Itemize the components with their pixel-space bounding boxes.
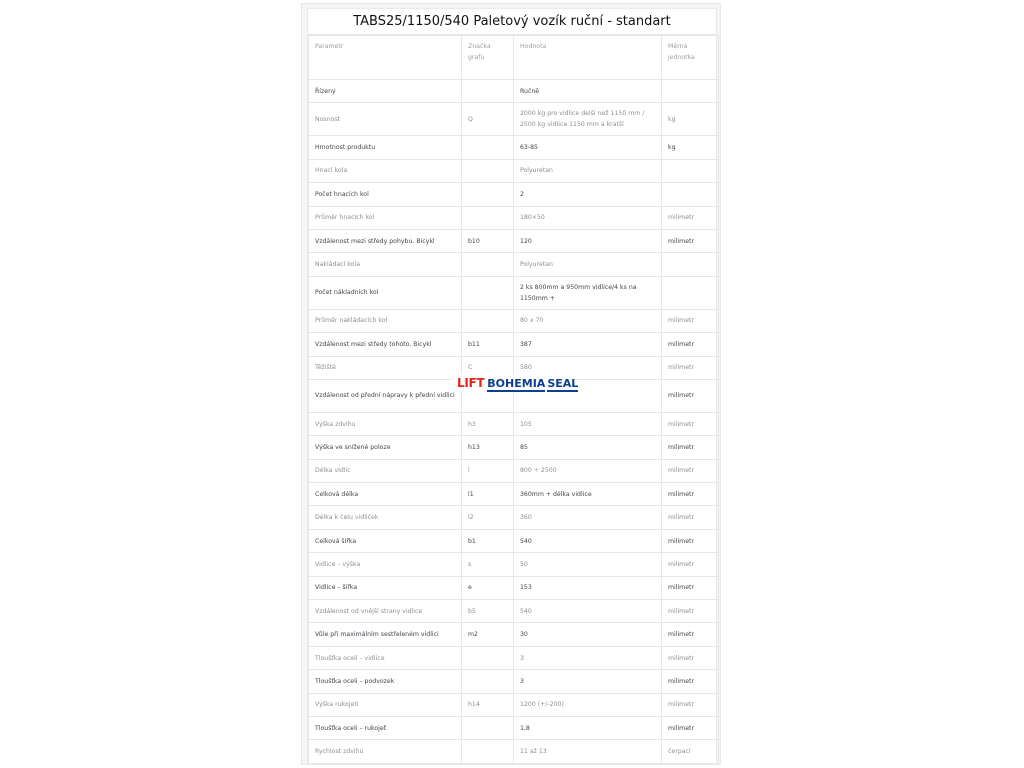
- cell-znacka: [462, 80, 514, 103]
- cell-znacka: s: [462, 553, 514, 576]
- cell-parametr: Řízený: [309, 80, 462, 103]
- cell-parametr: Počet hnacích kol: [309, 183, 462, 206]
- table-row: [309, 436, 719, 459]
- cell-hodnota: 540: [514, 600, 662, 623]
- table-row: [309, 740, 719, 763]
- cell-parametr: Vzdálenost mezi středy pohybu. Bicykl: [309, 229, 462, 252]
- cell-hodnota: 30: [514, 623, 662, 646]
- cell-jednotka: [662, 80, 719, 103]
- cell-parametr: Vidlice – výška: [309, 553, 462, 576]
- cell-parametr: Celková šířka: [309, 529, 462, 552]
- cell-znacka: [462, 159, 514, 182]
- cell-znacka: C: [462, 356, 514, 379]
- table-row: [309, 229, 719, 252]
- cell-hodnota: 800 ÷ 2500: [514, 459, 662, 482]
- table-row: [309, 623, 719, 646]
- cell-jednotka: milimetr: [662, 716, 719, 739]
- cell-jednotka: čerpací: [662, 740, 719, 763]
- cell-parametr: Výška ve snížené poloze: [309, 436, 462, 459]
- cell-jednotka: milimetr: [662, 553, 719, 576]
- cell-hodnota: 1,8: [514, 716, 662, 739]
- logo-lift-text: LIFT: [457, 376, 485, 390]
- cell-hodnota: 120: [514, 229, 662, 252]
- cell-hodnota: 180×50: [514, 206, 662, 229]
- cell-jednotka: milimetr: [662, 356, 719, 379]
- cell-hodnota: 540: [514, 529, 662, 552]
- spec-table: [308, 35, 719, 764]
- header-jednotka: Měrná jednotka: [662, 36, 719, 80]
- cell-parametr: Vzdálenost od vnější strany vidlice: [309, 600, 462, 623]
- cell-znacka: [462, 646, 514, 669]
- table-row: [309, 716, 719, 739]
- cell-parametr: Vidlice – šířka: [309, 576, 462, 599]
- cell-hodnota: Ručně: [514, 80, 662, 103]
- cell-hodnota: 80 x 70: [514, 309, 662, 332]
- cell-znacka: [462, 206, 514, 229]
- cell-parametr: Hnací kola: [309, 159, 462, 182]
- cell-hodnota: 360mm + délka vidlice: [514, 483, 662, 506]
- table-row: [309, 483, 719, 506]
- cell-jednotka: milimetr: [662, 379, 719, 412]
- cell-jednotka: milimetr: [662, 646, 719, 669]
- logo-seal-text: SEAL: [547, 377, 579, 390]
- cell-jednotka: milimetr: [662, 436, 719, 459]
- cell-hodnota: 50: [514, 553, 662, 576]
- cell-znacka: h13: [462, 436, 514, 459]
- cell-jednotka: milimetr: [662, 576, 719, 599]
- cell-znacka: b5: [462, 600, 514, 623]
- table-row: [309, 183, 719, 206]
- cell-jednotka: milimetr: [662, 412, 719, 435]
- table-row: [309, 103, 719, 136]
- cell-znacka: b1: [462, 529, 514, 552]
- cell-jednotka: milimetr: [662, 483, 719, 506]
- table-row: [309, 693, 719, 716]
- cell-znacka: e: [462, 576, 514, 599]
- cell-parametr: Délka k čelu vidliček: [309, 506, 462, 529]
- cell-jednotka: [662, 183, 719, 206]
- cell-parametr: Nakládací kola: [309, 253, 462, 276]
- cell-parametr: Tloušťka oceli – vidlice: [309, 646, 462, 669]
- cell-jednotka: milimetr: [662, 600, 719, 623]
- cell-parametr: Těžiště: [309, 356, 462, 379]
- cell-jednotka: milimetr: [662, 206, 719, 229]
- cell-znacka: [462, 183, 514, 206]
- cell-hodnota: 360: [514, 506, 662, 529]
- cell-jednotka: milimetr: [662, 670, 719, 693]
- cell-znacka: b10: [462, 229, 514, 252]
- cell-jednotka: milimetr: [662, 693, 719, 716]
- cell-hodnota: 2 ks 800mm a 950mm vidlice/4 ks na 1150mm +: [514, 276, 662, 309]
- table-row: [309, 576, 719, 599]
- cell-znacka: l1: [462, 483, 514, 506]
- cell-znacka: [462, 309, 514, 332]
- table-row: [309, 276, 719, 309]
- table-row: [309, 159, 719, 182]
- cell-znacka: m2: [462, 623, 514, 646]
- cell-hodnota: Polyuretan: [514, 253, 662, 276]
- cell-hodnota: 105: [514, 412, 662, 435]
- table-header-row: [309, 36, 719, 80]
- table-row: [309, 309, 719, 332]
- logo-bohemia-text: BOHEMIA: [487, 377, 546, 390]
- table-row: [309, 412, 719, 435]
- cell-jednotka: milimetr: [662, 529, 719, 552]
- cell-znacka: Q: [462, 103, 514, 136]
- table-row: [309, 600, 719, 623]
- table-row: [309, 529, 719, 552]
- cell-jednotka: [662, 159, 719, 182]
- watermark-logo: [452, 374, 579, 392]
- cell-hodnota: 63-85: [514, 136, 662, 159]
- cell-parametr: Tloušťka oceli – podvozek: [309, 670, 462, 693]
- cell-parametr: Hmotnost produktu: [309, 136, 462, 159]
- cell-jednotka: milimetr: [662, 459, 719, 482]
- cell-parametr: Délka vidlic: [309, 459, 462, 482]
- cell-parametr: Počet nákladních kol: [309, 276, 462, 309]
- cell-jednotka: milimetr: [662, 506, 719, 529]
- cell-znacka: l2: [462, 506, 514, 529]
- header-parametr: Parametr: [309, 36, 462, 80]
- cell-znacka: [462, 670, 514, 693]
- cell-jednotka: milimetr: [662, 309, 719, 332]
- cell-hodnota: 85: [514, 436, 662, 459]
- cell-znacka: h3: [462, 412, 514, 435]
- cell-jednotka: [662, 253, 719, 276]
- cell-parametr: Celková délka: [309, 483, 462, 506]
- cell-parametr: Rychlost zdvihu: [309, 740, 462, 763]
- cell-parametr: Průměr hnacích kol: [309, 206, 462, 229]
- table-row: [309, 333, 719, 356]
- header-znacka: Značka grafu: [462, 36, 514, 80]
- cell-hodnota: 11 až 13: [514, 740, 662, 763]
- cell-hodnota: 580: [514, 356, 662, 379]
- cell-hodnota: 3: [514, 646, 662, 669]
- table-row: [309, 136, 719, 159]
- table-row: [309, 206, 719, 229]
- cell-znacka: [462, 740, 514, 763]
- cell-znacka: [462, 716, 514, 739]
- cell-hodnota: 2: [514, 183, 662, 206]
- table-row: [309, 80, 719, 103]
- cell-jednotka: kg: [662, 103, 719, 136]
- cell-znacka: l: [462, 459, 514, 482]
- cell-parametr: Výška rukojeti: [309, 693, 462, 716]
- cell-parametr: Výška zdvihu: [309, 412, 462, 435]
- cell-hodnota: 2000 kg pro vidlice delší než 1150 mm / 2500 kg vidlica 1150 mm a kratší: [514, 103, 662, 136]
- cell-jednotka: milimetr: [662, 333, 719, 356]
- cell-hodnota: Polyuretan: [514, 159, 662, 182]
- cell-parametr: Průměr nakládacích kol: [309, 309, 462, 332]
- table-row: [309, 670, 719, 693]
- table-row: [309, 253, 719, 276]
- cell-jednotka: milimetr: [662, 229, 719, 252]
- table-row: [309, 553, 719, 576]
- cell-znacka: [462, 276, 514, 309]
- cell-parametr: Tloušťka oceli – rukojeť: [309, 716, 462, 739]
- table-row: [309, 646, 719, 669]
- cell-hodnota: 3: [514, 670, 662, 693]
- cell-jednotka: [662, 276, 719, 309]
- table-row: [309, 506, 719, 529]
- cell-znacka: b11: [462, 333, 514, 356]
- cell-parametr: Nosnost: [309, 103, 462, 136]
- cell-parametr: Vzdálenost od přední nápravy k přední vidlici: [309, 379, 462, 412]
- header-hodnota: Hodnota: [514, 36, 662, 80]
- cell-hodnota: 153: [514, 576, 662, 599]
- page-title: TABS25/1150/540 Paletový vozík ruční - standart: [308, 9, 716, 35]
- table-row: [309, 459, 719, 482]
- cell-znacka: [462, 253, 514, 276]
- cell-hodnota: 387: [514, 333, 662, 356]
- cell-jednotka: kg: [662, 136, 719, 159]
- cell-jednotka: milimetr: [662, 623, 719, 646]
- cell-hodnota: 1200 (+/-200): [514, 693, 662, 716]
- cell-znacka: h14: [462, 693, 514, 716]
- cell-parametr: Vůle při maximálním sestřeleném vidlici: [309, 623, 462, 646]
- cell-parametr: Vzdálenost mezi středy tohoto. Bicykl: [309, 333, 462, 356]
- cell-znacka: [462, 136, 514, 159]
